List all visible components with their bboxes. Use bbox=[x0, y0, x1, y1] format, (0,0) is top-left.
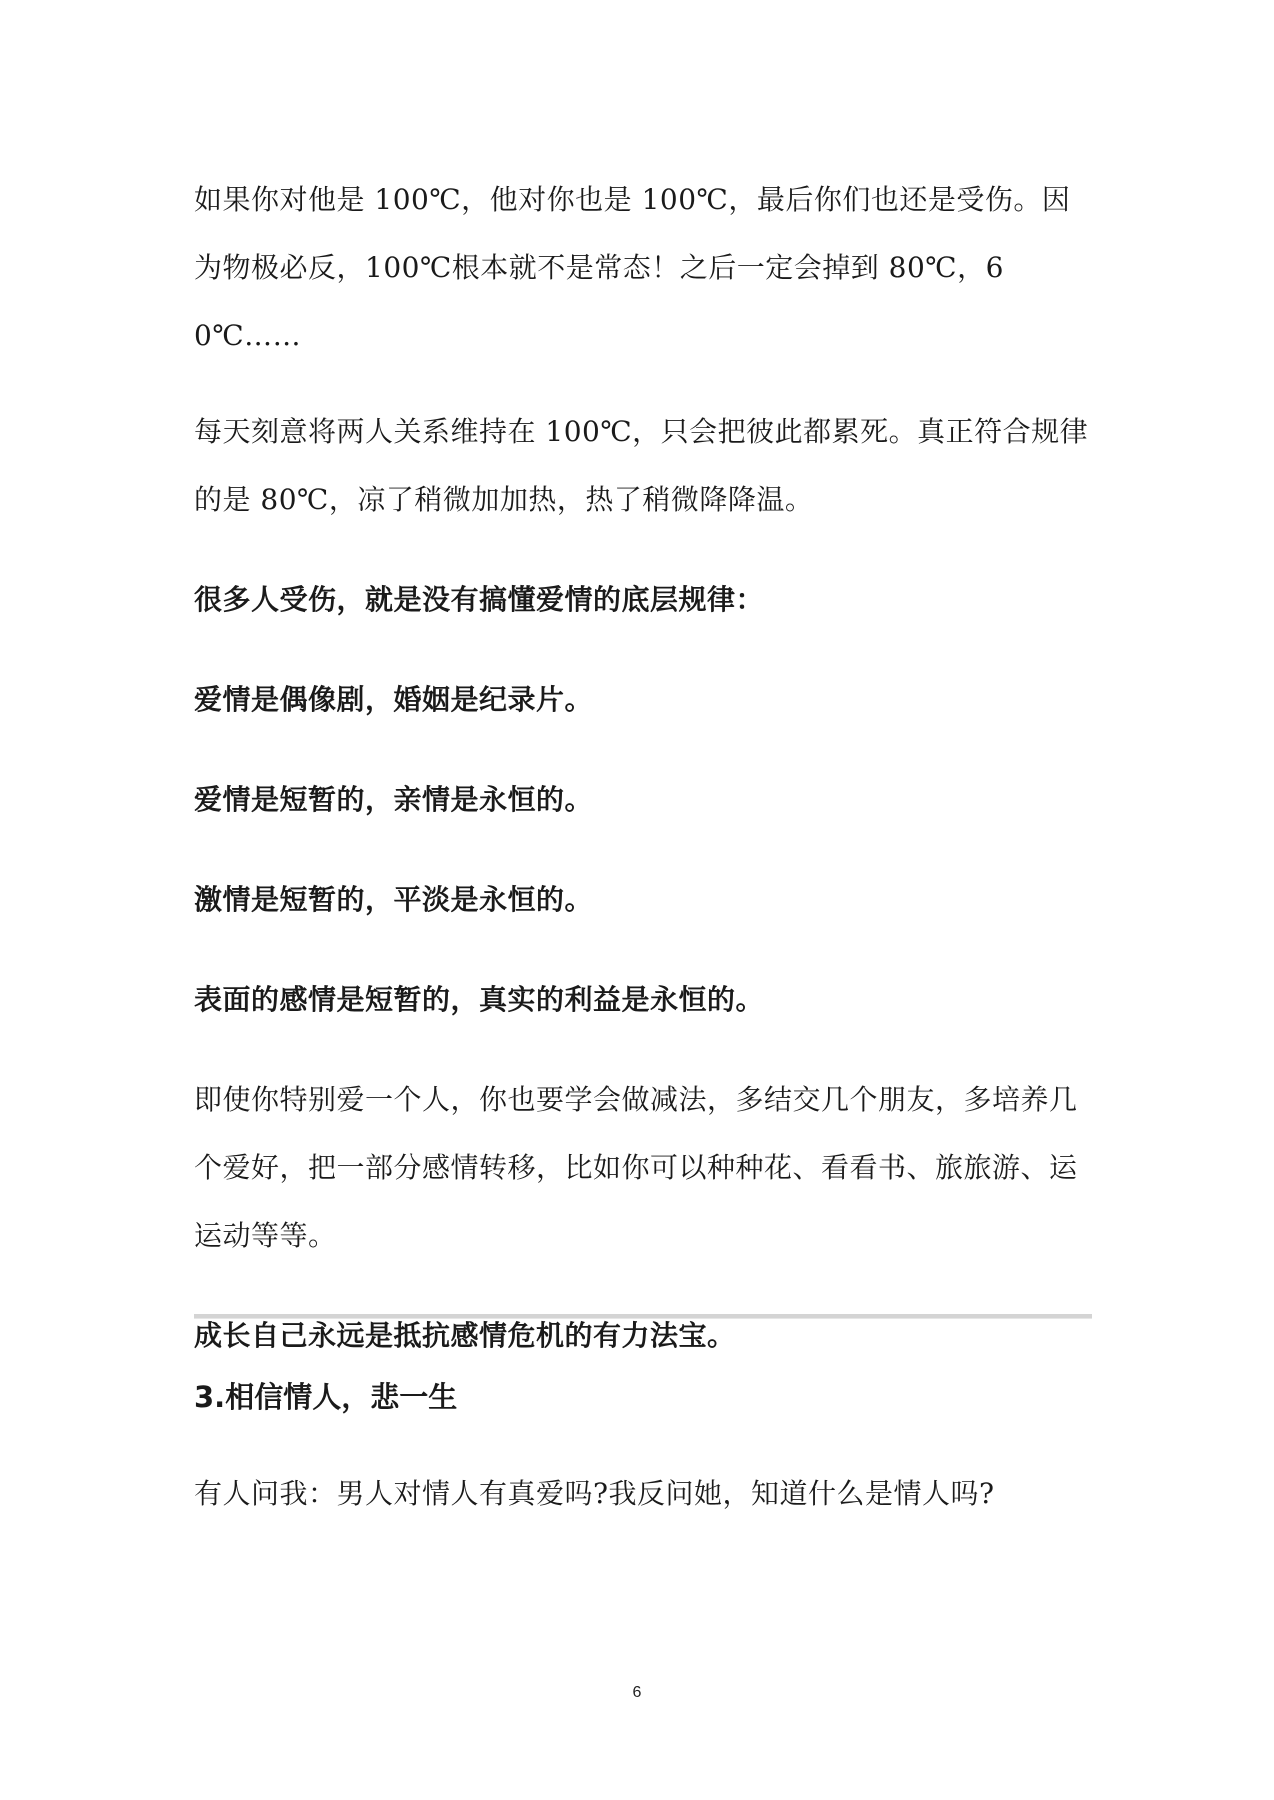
paragraph-temperature-80: 每天刻意将两人关系维持在 100℃，只会把彼此都累死。真正符合规律的是 80℃，凉了稍微加加热，热了稍微降降温。 bbox=[194, 415, 1089, 516]
paragraph-underlying-rule: 很多人受伤，就是没有搞懂爱情的底层规律： bbox=[194, 583, 765, 616]
body-text bbox=[194, 166, 1092, 1370]
section-first-paragraph: 有人问我：男人对情人有真爱吗?我反问她，知道什么是情人吗? bbox=[194, 1477, 995, 1510]
section-title: 3.相信情人，悲一生 bbox=[194, 1380, 458, 1414]
paragraph-real-interest: 表面的感情是短暂的，真实的利益是永恒的。 bbox=[194, 983, 765, 1016]
page-number: 6 bbox=[632, 1684, 642, 1701]
paragraph-passion: 激情是短暂的，平淡是永恒的。 bbox=[194, 883, 594, 916]
paragraph-temperature-100: 如果你对他是 100℃，他对你也是 100℃，最后你们也还是受伤。因为物极必反，100℃根本就不是常态！之后一定会掉到 80℃，60℃…… bbox=[194, 183, 1071, 352]
paragraph-grow-yourself: 成长自己永远是抵抗感情危机的有力法宝。 bbox=[194, 1319, 736, 1352]
section-divider bbox=[194, 1314, 1092, 1319]
paragraph-family-love: 爱情是短暂的，亲情是永恒的。 bbox=[194, 783, 594, 816]
paragraph-idol-drama: 爱情是偶像剧，婚姻是纪录片。 bbox=[194, 683, 594, 716]
paragraph-subtraction: 即使你特别爱一个人，你也要学会做减法，多结交几个朋友，多培养几个爱好，把一部分感情转移，比如你可以种种花、看看书、旅旅游、运运动等等。 bbox=[194, 1083, 1078, 1252]
